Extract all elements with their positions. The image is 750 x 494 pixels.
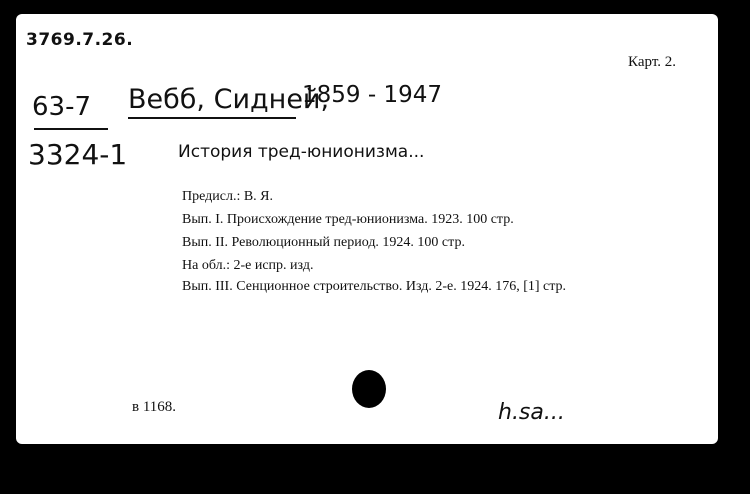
- punch-hole: [352, 370, 386, 408]
- author-name: Вебб, Сидней,: [128, 84, 330, 115]
- author-dates: 1859 - 1947: [302, 82, 442, 108]
- catalog-card: [16, 14, 718, 444]
- handwritten-signature: h.sa...: [498, 400, 565, 425]
- detail-line: На обл.: 2-е испр. изд.: [182, 258, 314, 273]
- location-code: в 1168.: [132, 399, 177, 415]
- book-title: История тред-юнионизма...: [178, 142, 425, 162]
- inventory-number: 3769.7.26.: [26, 30, 134, 50]
- detail-line: Вып. I. Происхождение тред-юнионизма. 1923. 100 стр.: [182, 212, 514, 227]
- card-number: Карт. 2.: [628, 54, 676, 70]
- detail-line: Вып. II. Революционный период. 1924. 100 стр.: [182, 235, 465, 250]
- shelfmark-bottom: 3324-1: [28, 138, 128, 171]
- shelfmark-divider: [34, 128, 108, 130]
- author-underline: [128, 117, 296, 119]
- shelfmark-top: 63-7: [32, 92, 92, 122]
- detail-line: Предисл.: В. Я.: [182, 189, 274, 204]
- detail-line: Вып. III. Сенционное строительство. Изд. 2-е. 1924. 176, [1] стр.: [182, 279, 567, 294]
